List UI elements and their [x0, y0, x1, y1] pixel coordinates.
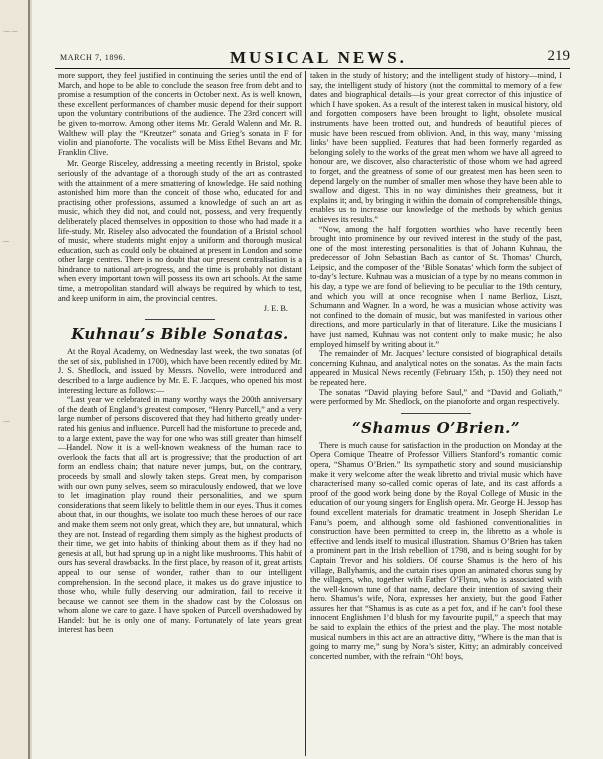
- section-divider: [145, 319, 215, 320]
- history-paragraph: taken in the study of history; and the intelligent study of history—mind, I say, the intelligent study of history (not the committal to memory of a few dates and biographical details—is your great corrector of this injustice of which I have spoken. As a result of the interest taken in musical history, old and forgotten composers have been brought to light, obsolete musical instruments have been trotted out, and hundreds of beautiful pieces of music have been rescued from oblivion. And, in this way, many ‘missing links’ have been supplied. Features that had been formerly regarded as belonging solely to the works of the great men whom we have all agreed to honour are, we discover, also characteristic of those whom we had agreed to forget, and the greatness of some of our greatest men has been seen to depend largely on the number of smaller men whose they have been able to swallow and digest. This in no way diminishes their greatness, but it explains it; and, by bringing it within the domain of comprehensible things, enables us to increase our knowledge of the methods by which genius achieves its results.”: [310, 71, 562, 224]
- kuhnau-section-heading: Kuhnau’s Bible Sonatas.: [71, 325, 289, 344]
- masthead-title: MUSICAL NEWS.: [230, 48, 407, 67]
- left-column: [58, 71, 302, 635]
- page-number: 219: [547, 48, 570, 64]
- chamber-concerts-paragraph: more support, they feel justified in continuing the series until the end of March, and hope to be able to conclude the season free from debt and to promise a resumption of the concerts in October next. As is well known, these excellent performances of chamber music depend for their support upon the voluntary contributions of the audience. The 23rd concert will be given to-morrow. Among other items Mr. Gerald Walenn and Mr. R. Walthew will play the “Kreutzer” sonata and Grieg’s sonata in F for violin and pianoforte. The vocalists will be Miss Ethel Bevans and Mr. Franklin Clive.: [58, 71, 302, 157]
- sonatas-performed-paragraph: The sonatas “David playing before Saul,” and “David and Goliath,” were performed by Mr. Shedlock, on the pianoforte and organ respectively.: [310, 387, 562, 407]
- page-header: [55, 45, 570, 67]
- section-divider: [401, 413, 471, 414]
- shamus-review-paragraph: There is much cause for satisfaction in the production on Monday at the Opera Comique Theatre of Professor Villiers Stanford’s romantic comic opera, “Shamus O’Brien.” Its sympathetic story and sound musicianship make it very welcome after the weak libretto and trivial music which have characterised many so-called comic operas of late, and its cast affords a proof of the good work being done by the Royal College of Music in the education of our young singers for English opera. Mr. George H. Jessop has found excellent materials for dramatic treatment in Joseph Sheridan Le Fanu’s poem, and although some old fashioned conventionalities in construction have been permitted to creep in, the libretto as a whole is effective and lends itself to musical illustration. Shamus O’Brien has taken a prominent part in the Irish rebellion of 1798, and is being sought for by Captain Trevor and his soldiers. Of course Shamus is the hero of his village, Ballyhamis, and the curtain rises upon an animated chorus sung by the villagers, who, together with Father O’Flynn, who is associated with the well-known tune of that name, declare their intention of saving their hero. Shamus’s wife, Nora, expresses her anxiety, but the good Father assures her that “Shamus is as cute as a pet fox, and if he can’t fool these innocent Englishmen I’d blush for my favourite pupil,” a speech that may be said to explain the ethics of the priest and the play. The most notable musical numbers in this act are an attractive ditty, “Where is the man that is going to marry me,” sung by Nora’s sister, Kitty; an admirably conceived concerted number, with the refrain “Oh! boys,: [310, 440, 562, 661]
- gutter-text: ·— ·—: [3, 30, 18, 35]
- kuhnau-profile-paragraph: “Now, among the half forgotten worthies who have recently been brought into prominence by our revived interest in the study of the past, one of the most interesting personalities is that of Johann Kuhnau, the predecessor of John Sebastian Bach as cantor of St. Thomas’ Church, Leipsic, and the composer of the ‘Bible Sonatas’ which form the subject of to-day’s lecture. Kuhnau was a musician of a type by no means common in his day, a type we are fond of believing to be peculiar to the 19th century, and which you will at once recognise when I name Berlioz, Liszt, Schumann and Wagner. In a word, he was a musician whose activity was not confined to the domain of music, but was manifested in various other directions, and more particularly in that of literature. Like the musicians I have just named, Kuhnau was not content only to make music; he also employed himself by writing about it.”: [310, 224, 562, 349]
- shamus-section-heading: “Shamus O’Brien.”: [352, 418, 520, 437]
- riseley-paragraph: Mr. George Risceley, addressing a meeting recently in Bristol, spoke seriously of the advantage of a thorough study of the art as contrasted with the attainment of a mere smattering of knowledge. He said nothing astonished him more than the conceit of those who, educated for and practising other professions, assumed a knowledge of such an art as music, which they did not, and could not, possess, and very frequently deliberately placed themselves in opposition to those who had made it a life-study. Mr. Riseley also advocated the foundation of a Bristol school of music, where students might enjoy a uniform and thorough musical education, such as could only be obtained at present in London and some other large centres. There is no doubt that our present centralisation is a hindrance to national art-progress, and the time is probably not distant when every important town will possess its own art schools. At the same time, a metropolitan standard will always be required by which to test, and keep uniform in aim, the provincial centres.: [58, 159, 302, 303]
- gutter-text: —·: [3, 240, 10, 245]
- lecture-remainder-paragraph: The remainder of Mr. Jacques’ lecture consisted of biographical details concerning Kuhnau, and analytical notes on the sonatas. As the main facts appeared in Musical News recently (February 15th, p. 150) they need not be repeated here.: [310, 349, 562, 387]
- right-column: [310, 71, 562, 661]
- kuhnau-intro-paragraph: At the Royal Academy, on Wednesday last week, the two sonatas (of the set of six, published in 1700), which have been recently edited by Mr. J. S. Shedlock, and issued by Messrs. Novello, were introduced and described to a large audience by Mr. E. F. Jacques, who opened his most interesting lecture as follows:—: [58, 347, 302, 395]
- column-divider: [305, 71, 306, 756]
- issue-date: MARCH 7, 1896.: [60, 53, 126, 62]
- gutter-text: ·—: [3, 420, 10, 425]
- adjacent-page-edge: [0, 0, 32, 759]
- author-signature: J. E. B.: [263, 304, 288, 314]
- header-rule: [55, 68, 570, 69]
- binding-shadow: [30, 0, 32, 759]
- lecture-quote-paragraph: “Last year we celebrated in many worthy ways the 200th anniversary of the death of England’s greatest composer, “Henry Purcell,” and a very large number of persons discovered that they had hitherto greatly under-rated his genius and influence. Purcell had the misfortune to precede and, to a large extent, pave the way for one who was still greater than himself—Handel. Now it is a well-known weakness of the human race to overlook the facts that all art is progressive; that the production of art form an endless chain; that nature never jumps, but, on the contrary, proceeds by small and slowly taken steps. Great men, by comparison with our own puny selves, seem so miraculously endowed, that we love to let imagination play round their personalities, and we spurn considerations that seem likely to belittle them in our eyes. Thus it comes about that, in our thoughts, we isolate too much these heroes of our race and make them seem not only great, which they are, but unnatural, which they are not. Instead of regarding them simply as the highest products of their time, we get into habits of thinking about them as if they had no genesis at all, but had sprung up in a night like mushrooms. This habit of ours has several drawbacks. In the first place, by reason of it, great artists appeal to our sense of wonder, rather than to our intelligent comprehension. In the second place, it makes us do grave injustice to those who, while fully deserving our admiration, fail to receive it because we cannot see them in the shadow cast by the Colossus on whom alone we care to gaze. I have spoken of Purcell overshadowed by Handel: but he is only one of many. Fortunately of late years great interest has been: [58, 395, 302, 635]
